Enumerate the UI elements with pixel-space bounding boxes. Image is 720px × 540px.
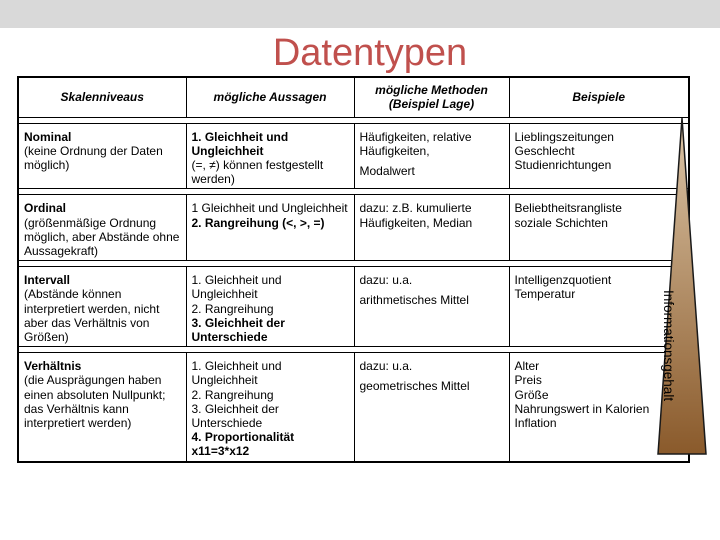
example-line: Temperatur bbox=[514, 287, 576, 302]
statement-line: 2. Rangreihung bbox=[191, 387, 274, 402]
scale-level-name: Intervall bbox=[24, 273, 71, 288]
scale-level-cell bbox=[18, 353, 186, 462]
method-line: Modalwert bbox=[359, 163, 415, 178]
statements-cell bbox=[186, 123, 354, 189]
statements-cell bbox=[186, 195, 354, 261]
statement-line: 2. Rangreihung bbox=[191, 301, 274, 316]
statement-line: (=, ≠) können festgestellt werden) bbox=[191, 157, 324, 187]
method-line: Häufigkeiten, relative Häufigkeiten, bbox=[359, 129, 472, 158]
example-line: Alter bbox=[514, 359, 540, 374]
table-body bbox=[18, 117, 689, 462]
scale-level-description: (keine Ordnung der Daten möglich) bbox=[24, 143, 163, 172]
scale-level-cell bbox=[18, 123, 186, 189]
example-line: Lieblingszeitungen bbox=[514, 129, 614, 144]
methods-cell bbox=[354, 353, 509, 462]
information-triangle bbox=[656, 116, 708, 456]
statement-line: 1. Gleichheit und Ungleichheit bbox=[191, 129, 289, 158]
methods-cell bbox=[354, 195, 509, 261]
method-line: geometrisches Mittel bbox=[359, 379, 470, 394]
statements-cell bbox=[186, 353, 354, 462]
example-line: Studienrichtungen bbox=[514, 157, 612, 172]
methods-cell bbox=[354, 267, 509, 347]
method-line: dazu: u.a. bbox=[359, 359, 413, 374]
header-aussagen: mögliche Aussagen bbox=[186, 77, 354, 117]
statement-line: 2. Rangreihung (<, >, =) bbox=[191, 215, 325, 230]
method-line: arithmetisches Mittel bbox=[359, 293, 469, 308]
statement-line: 3. Gleichheit der Unterschiede bbox=[191, 315, 285, 344]
scale-level-name: Ordinal bbox=[24, 201, 67, 216]
table-row bbox=[18, 353, 689, 462]
scale-level-description: (die Ausprägungen haben einen absoluten Nullpunkt; das Verhältnis kann interpretiert werden) bbox=[24, 373, 166, 430]
statement-line: 4. Proportionalität x11=3*x12 bbox=[191, 430, 295, 459]
header-beispiele: Beispiele bbox=[509, 77, 689, 117]
statement-line: 1. Gleichheit und Ungleichheit bbox=[191, 273, 282, 302]
data-types-table bbox=[17, 76, 690, 463]
example-line: Geschlecht bbox=[514, 143, 575, 158]
example-line: Beliebtheitsrangliste bbox=[514, 201, 622, 216]
methods-cell bbox=[354, 123, 509, 189]
scale-level-description: (größenmäßige Ordnung möglich, aber Abstände ohne Aussagekraft) bbox=[24, 215, 180, 258]
slide-title: Datentypen bbox=[272, 32, 468, 74]
data-types-table-wrapper bbox=[17, 76, 690, 463]
header-skalenniveaus: Skalenniveaus bbox=[18, 77, 186, 117]
statement-line: 1. Gleichheit und Ungleichheit bbox=[191, 359, 282, 388]
table-row bbox=[18, 123, 689, 189]
example-line: soziale Schichten bbox=[514, 215, 608, 230]
scale-level-description: (Abstände können interpretiert werden, nicht aber das Verhältnis von Größen) bbox=[24, 287, 160, 344]
table-row bbox=[18, 195, 689, 261]
scale-level-name: Verhältnis bbox=[24, 359, 82, 374]
top-bar bbox=[0, 0, 720, 28]
example-line: Intelligenzquotient bbox=[514, 273, 612, 288]
scale-level-cell bbox=[18, 195, 186, 261]
method-line: dazu: u.a. bbox=[359, 273, 413, 288]
statement-line: 1 Gleichheit und Ungleichheit bbox=[191, 201, 348, 216]
example-line: Nahrungswert in Kalorien bbox=[514, 401, 650, 416]
statement-line: 3. Gleichheit der Unterschiede bbox=[191, 401, 279, 430]
statements-cell bbox=[186, 267, 354, 347]
header-methoden: mögliche Methoden (Beispiel Lage) bbox=[354, 77, 509, 117]
side-label: Informationsgehalt bbox=[661, 290, 676, 402]
example-line: Inflation bbox=[514, 415, 557, 430]
example-line: Preis bbox=[514, 373, 542, 388]
scale-level-name: Nominal bbox=[24, 129, 72, 144]
example-line: Größe bbox=[514, 387, 549, 402]
scale-level-cell bbox=[18, 267, 186, 347]
table-row bbox=[18, 267, 689, 347]
method-line: dazu: z.B. kumulierte Häufigkeiten, Median bbox=[359, 201, 473, 230]
